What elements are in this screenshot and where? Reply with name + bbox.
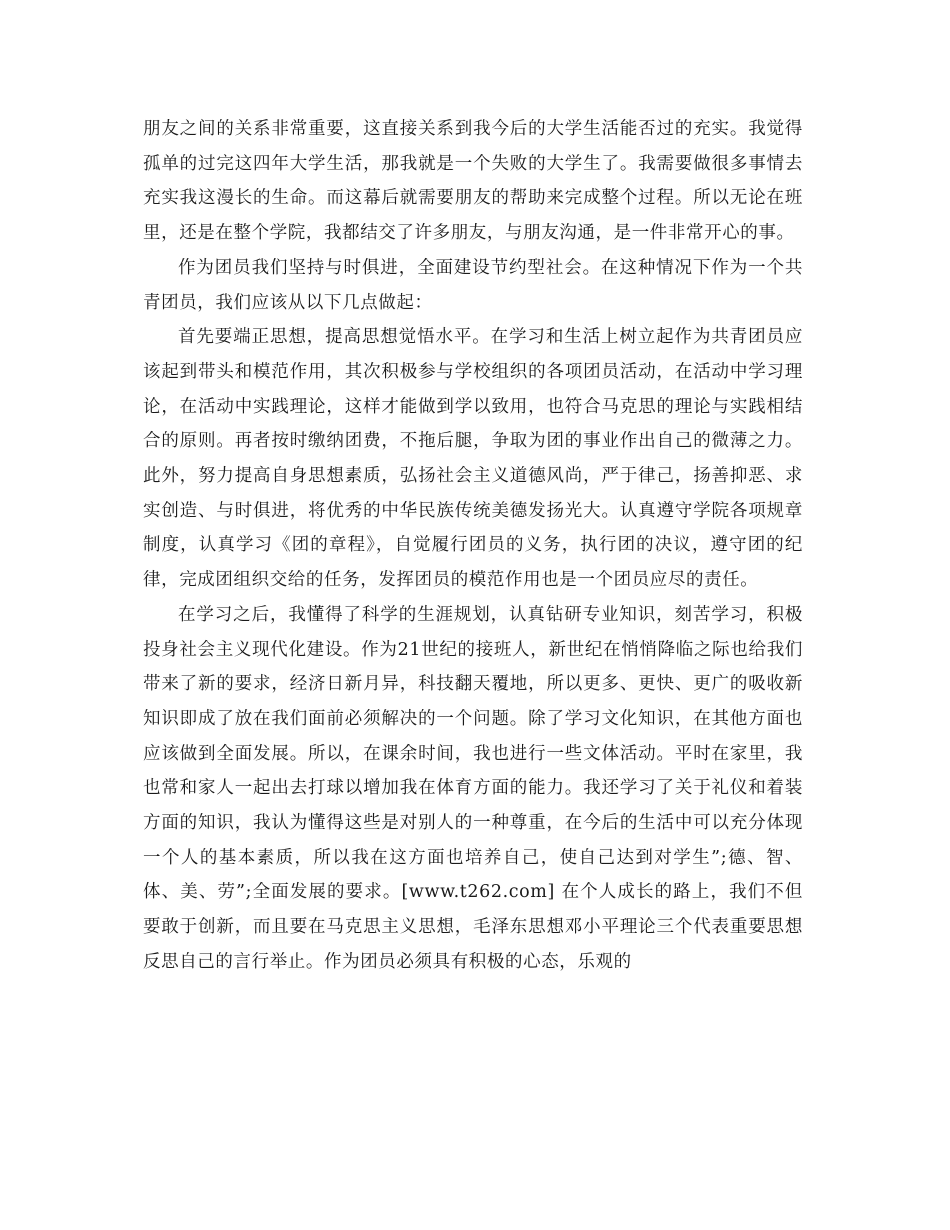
paragraph-friends: 朋友之间的关系非常重要，这直接关系到我今后的大学生活能否过的充实。我觉得孤单的过完这四年大学生活，那我就是一个失败的大学生了。我需要做很多事情去充实我这漫长的生命。而这幕后就需要朋友的帮助来完成整个过程。所以无论在班里，还是在整个学院，我都结交了许多朋友，与朋友沟通，是一件非常开心的事。 [143, 119, 803, 244]
document-body [143, 112, 803, 980]
paragraph-thought-correction: 首先要端正思想，提高思想觉悟水平。在学习和生活上树立起作为共青团员应该起到带头和模范作用，其次积极参与学校组织的各项团员活动，在活动中学习理论，在活动中实践理论，这样才能做到学以致用，也符合马克思的理论与实践相结合的原则。再者按时缴纳团费，不拖后腿，争取为团的事业作出自己的微薄之力。此外，努力提高自身思想素质，弘扬社会主义道德风尚，严于律己，扬善抑恶、求实创造、与时俱进，将优秀的中华民族传统美德发扬光大。认真遵守学院各项规章制度，认真学习《团的章程》，自觉履行团员的义务，执行团的决议，遵守团的纪律，完成团组织交给的任务，发挥团员的模范作用也是一个团员应尽的责任。 [143, 327, 803, 591]
paragraph-after-study: 在学习之后，我懂得了科学的生涯规划，认真钻研专业知识，刻苦学习，积极投身社会主义现代化建设。作为21世纪的接班人，新世纪在悄悄降临之际也给我们带来了新的要求，经济日新月异，科技翻天覆地，所以更多、更快、更广的吸收新知识即成了放在我们面前必须解决的一个问题。除了学习文化知识，在其他方面也应该做到全面发展。所以，在课余时间，我也进行一些文体活动。平时在家里，我也常和家人一起出去打球以增加我在体育方面的能力。我还学习了关于礼仪和着装方面的知识，我认为懂得这些是对别人的一种尊重，在今后的生活中可以充分体现一个人的基本素质，所以我在这方面也培养自己，使自己达到对学生”;德、智、体、美、劳”;全面发展的要求。[www.t262.com] 在个人成长的路上，我们不但要敢于创新，而且要在马克思主义思想，毛泽东思想邓小平理论三个代表重要思想反思自己的言行举止。作为团员必须具有积极的心态，乐观的 [143, 604, 803, 972]
paragraph-league-member-intro: 作为团员我们坚持与时俱进，全面建设节约型社会。在这种情况下作为一个共青团员，我们应该从以下几点做起： [143, 257, 803, 313]
